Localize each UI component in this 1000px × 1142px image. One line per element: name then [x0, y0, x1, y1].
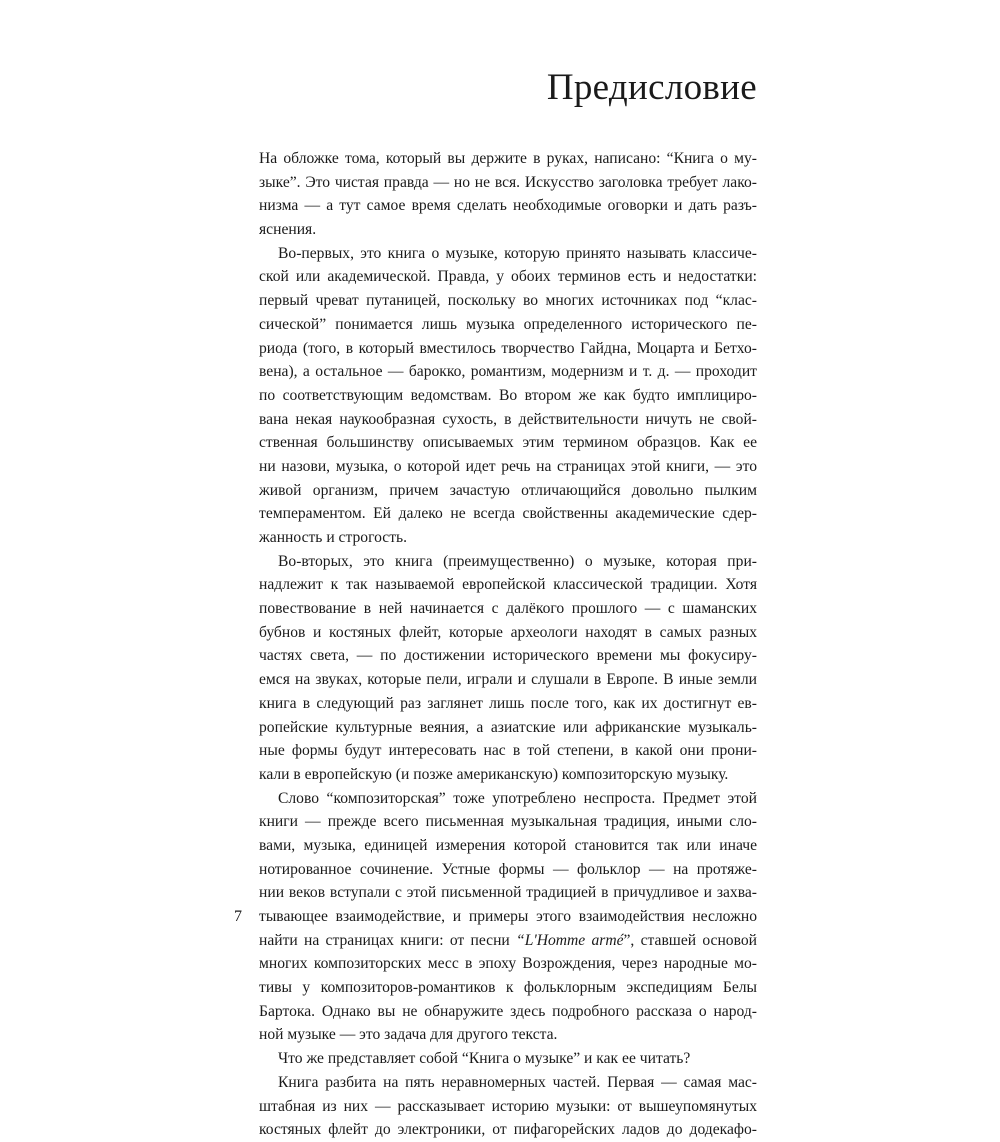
- text-line: тивы у композиторов-романтиков к фольклорным экспедициям Белы: [259, 979, 757, 997]
- text-line: штабная из них — рассказывает историю музыки: от вышеупомянутых: [259, 1097, 757, 1115]
- text-line: вена), а остальное — барокко, романтизм, модернизм и т. д. — проходит: [259, 363, 757, 381]
- text-line: ные формы будут интересовать нас в той степени, в какой они прони-: [259, 742, 757, 760]
- text-line: Бартока. Однако вы не обнаружите здесь подробного рассказа о народ-: [259, 1002, 757, 1020]
- text-line: тывающее взаимодействие, и примеры этого взаимодействия несложно: [259, 908, 757, 925]
- text-line: Книга разбита на пять неравномерных частей. Первая — самая мас-: [278, 1073, 757, 1091]
- text-line: ской или академической. Правда, у обоих терминов есть и недостатки:: [259, 268, 757, 286]
- text-line: надлежит к так называемой европейской классической традиции. Хотя: [259, 576, 757, 594]
- text-line: зыке”. Это чистая правда — но не вся. Искусство заголовка требует лако-: [259, 173, 757, 191]
- text-line: ственная большинству описываемых этим термином образцов. Как ее: [259, 434, 757, 452]
- text-line: книга в следующий раз заглянет лишь после того, как их достигнут ев-: [259, 694, 757, 712]
- text-segment: найти на страницах книги: от песни: [259, 931, 517, 949]
- text-line: кали в европейскую (и позже американскую) композиторскую музыку.: [259, 765, 729, 783]
- text-line: нотированное сочинение. Устные формы — фольклор — на протяже-: [259, 860, 757, 878]
- text-line: живой организм, причем зачастую отличающийся довольно пылким: [259, 481, 757, 499]
- text-line: На обложке тома, который вы держите в руках, написано: “Книга о му-: [259, 150, 757, 167]
- text-line: Во-вторых, это книга (преимущественно) о музыке, которая при-: [278, 552, 757, 570]
- text-line: Что же представляет собой “Книга о музыке” и как ее читать?: [278, 1050, 691, 1068]
- text-line: нии веков вступали с этой письменной традицией в причудливое и захва-: [259, 884, 757, 902]
- text-line: сической” понимается лишь музыка определенного исторического пе-: [259, 315, 757, 333]
- text-line: бубнов и костяных флейт, которые археологи находят в самых разных: [259, 623, 757, 641]
- text-line: темпераментом. Ей далеко не всегда свойственны академические сдер-: [259, 505, 757, 523]
- text-line: Слово “композиторская” тоже употреблено неспроста. Предмет этой: [278, 789, 757, 807]
- text-line: костяных флейт до электроники, от пифагорейских ладов до додекафо-: [259, 1121, 757, 1139]
- text-line: низма — а тут самое время сделать необходимые оговорки и дать разъ-: [259, 197, 757, 215]
- text-line: Во-первых, это книга о музыке, которую принято называть классиче-: [278, 244, 757, 262]
- text-line: жанность и строгость.: [259, 529, 408, 546]
- text-line: многих композиторских месс в эпоху Возрождения, через народные мо-: [259, 955, 757, 973]
- text-line: яснения.: [259, 221, 317, 239]
- text-line: повествование в ней начинается с далёкого прошлого — с шаманских: [259, 600, 757, 618]
- text-line: емся на звуках, которые пели, играли и слушали в Европе. В иные земли: [259, 671, 757, 689]
- text-line: риода (того, в который вместилось творчество Гайдна, Моцарта и Бетхо-: [259, 339, 757, 357]
- text-line: вана некая наукообразная сухость, в действительности ничуть не свой-: [259, 410, 757, 428]
- body-text: [259, 147, 757, 1142]
- text-line: [259, 929, 757, 953]
- text-line: ропейские культурные веяния, а азиатские или африканские музыкаль-: [259, 718, 757, 736]
- text-segment: ”, ставшей основой: [623, 931, 757, 949]
- page-title: Предисловие: [546, 67, 757, 108]
- page-number: 7: [234, 908, 242, 925]
- text-line: книги — прежде всего письменная музыкальная традиция, иными сло-: [259, 813, 757, 831]
- text-line: частях света, — по достижении исторического времени мы фокусиру-: [259, 647, 757, 665]
- text-line: первый чреват путаницей, поскольку во многих источниках под “клас-: [259, 292, 757, 310]
- song-title: “L'Homme armé: [516, 931, 624, 949]
- text-line: ни назови, музыка, о которой идет речь на страницах этой книги, — это: [259, 457, 757, 475]
- text-line: ной музыке — это задача для другого текста.: [259, 1026, 558, 1044]
- text-line: по соответствующим ведомствам. Во втором же как будто имплициро-: [259, 386, 757, 404]
- text-line: вами, музыка, единицей измерения которой становится так или иначе: [259, 836, 757, 854]
